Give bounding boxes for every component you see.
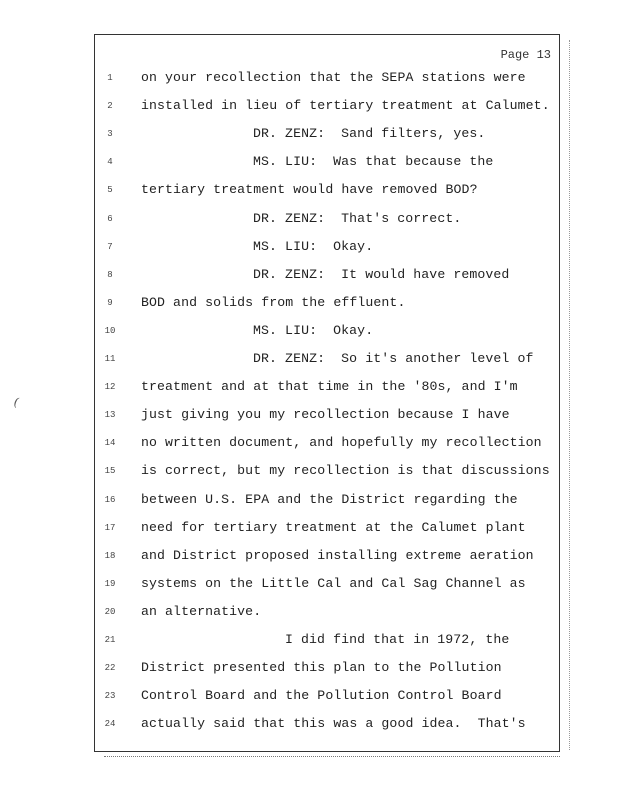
line-number: 7: [107, 241, 113, 252]
line-number: 12: [104, 382, 116, 393]
line-text: DR. ZENZ: Sand filters, yes.: [253, 126, 486, 142]
line-number: 3: [107, 129, 113, 140]
transcript-line: [95, 321, 559, 341]
transcript-line: [95, 237, 559, 257]
line-text: between U.S. EPA and the District regarding the: [141, 491, 518, 507]
transcript-line: [95, 658, 559, 678]
line-number: 24: [104, 719, 116, 730]
line-number: 16: [104, 494, 116, 505]
line-number: 11: [104, 354, 116, 364]
line-number: 18: [104, 550, 116, 561]
transcript-line: [95, 574, 559, 594]
transcript-line: [95, 96, 559, 116]
transcript-line: [95, 124, 559, 144]
line-number: 10: [104, 325, 116, 336]
line-text: is correct, but my recollection is that discussions: [141, 463, 550, 479]
line-text: installed in lieu of tertiary treatment at Calumet.: [141, 98, 550, 114]
transcript-line: [95, 377, 559, 397]
line-number: 8: [107, 269, 113, 280]
line-text: Control Board and the Pollution Control Board: [141, 688, 502, 704]
line-text: MS. LIU: Okay.: [253, 322, 374, 338]
transcript-line: [95, 152, 559, 172]
transcript-line: [95, 630, 559, 650]
line-text: systems on the Little Cal and Cal Sag Channel as: [141, 575, 526, 591]
line-text: I did find that in 1972, the: [285, 632, 510, 647]
line-number: 14: [104, 438, 116, 449]
line-number: 9: [107, 297, 113, 308]
line-text: on your recollection that the SEPA stations were: [141, 70, 526, 85]
line-text: MS. LIU: Okay.: [253, 238, 374, 254]
page-edge-mark: [561, 40, 570, 750]
transcript-line: [95, 686, 559, 706]
page-number: Page 13: [500, 48, 551, 62]
transcript-line: [95, 433, 559, 453]
line-number: 17: [104, 522, 116, 533]
line-text: tertiary treatment would have removed BOD?: [141, 182, 478, 198]
line-number: 22: [104, 663, 116, 674]
transcript-line: [95, 405, 559, 425]
transcript-line: [95, 518, 559, 538]
line-text: actually said that this was a good idea. That's: [141, 716, 526, 732]
transcript-line: [95, 68, 559, 88]
line-number: 13: [104, 410, 116, 421]
line-number: 19: [104, 578, 116, 589]
transcript-page: [94, 34, 560, 752]
line-text: MS. LIU: Was that because the: [253, 154, 494, 170]
line-text: District presented this plan to the Pollution: [141, 660, 502, 676]
line-text: just giving you my recollection because I have: [141, 407, 510, 423]
transcript-line: [95, 714, 559, 734]
line-text: and District proposed installing extreme aeration: [141, 547, 534, 563]
line-text: need for tertiary treatment at the Calumet plant: [141, 519, 526, 535]
line-number: 6: [107, 213, 113, 224]
line-number: 23: [104, 691, 116, 702]
line-number: 5: [107, 185, 113, 196]
transcript-line: [95, 490, 559, 510]
transcript-line: [95, 349, 559, 369]
stray-pen-mark: (: [11, 394, 21, 410]
transcript-line: [95, 180, 559, 200]
transcript-line: [95, 602, 559, 622]
line-number: 2: [107, 101, 113, 112]
transcript-line: [95, 293, 559, 313]
transcript-line: [95, 546, 559, 566]
line-text: no written document, and hopefully my recollection: [141, 435, 542, 451]
line-number: 15: [104, 466, 116, 477]
line-number: 4: [107, 157, 113, 168]
line-number: 20: [104, 606, 116, 617]
line-text: an alternative.: [141, 603, 262, 619]
transcript-line: [95, 265, 559, 285]
footer-rule: [104, 756, 560, 757]
line-text: BOD and solids from the effluent.: [141, 294, 406, 310]
transcript-line: [95, 209, 559, 229]
line-number: 21: [104, 635, 116, 645]
line-number: 1: [107, 73, 113, 83]
transcript-line: [95, 461, 559, 481]
line-text: treatment and at that time in the '80s, and I'm: [141, 379, 518, 395]
line-text: DR. ZENZ: So it's another level of: [253, 351, 534, 366]
line-text: DR. ZENZ: It would have removed: [253, 266, 510, 282]
line-text: DR. ZENZ: That's correct.: [253, 210, 462, 226]
